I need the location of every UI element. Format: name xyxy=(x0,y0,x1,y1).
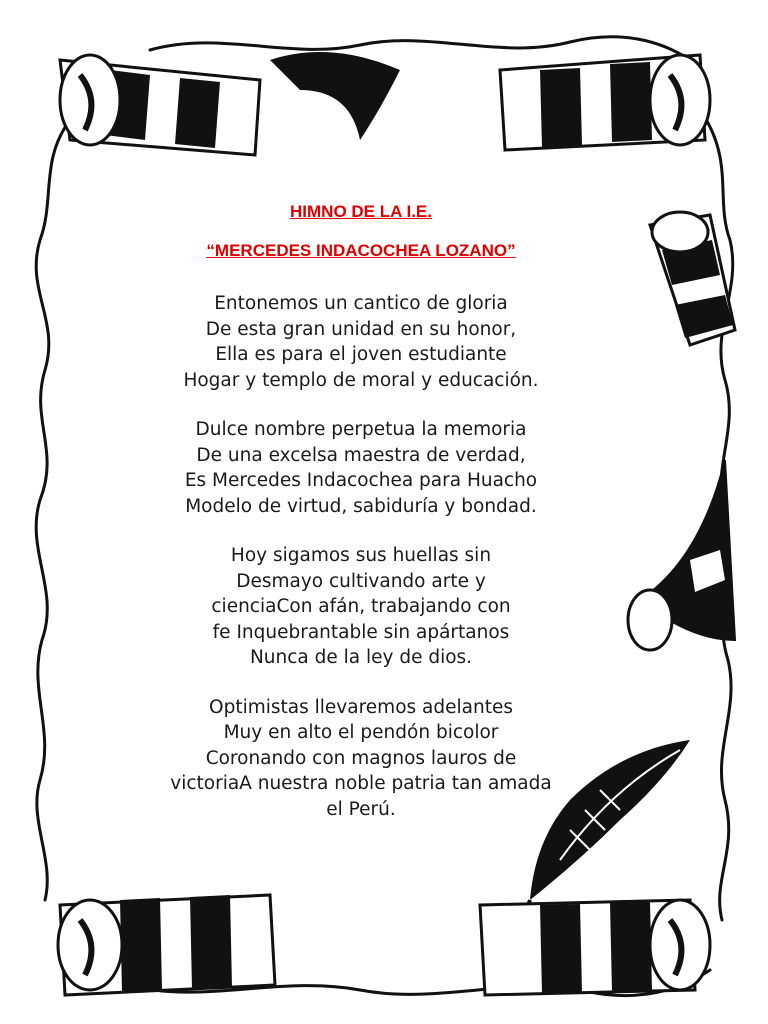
scroll-right-upper xyxy=(650,212,735,345)
stanza-1 xyxy=(130,291,592,393)
verse-line: Nunca de la ley de dios. xyxy=(249,647,473,668)
verse-line: Hogar y templo de moral y educación. xyxy=(183,369,539,391)
scroll-right-middle xyxy=(628,460,735,650)
verse-line: De una excelsa maestra de verdad, xyxy=(196,444,526,466)
verse-line: Optimistas llevaremos adelantes xyxy=(209,696,513,718)
verse-line: victoriaA nuestra noble patria tan amada xyxy=(170,773,552,794)
verse-line: Modelo de virtud, sabiduría y bondad. xyxy=(185,495,537,517)
verse-line: Muy en alto el pendón bicolor xyxy=(223,722,499,743)
verse-line: Coronando con magnos lauros de xyxy=(205,747,517,769)
stanza-2 xyxy=(130,417,592,519)
hymn-content xyxy=(130,200,592,822)
scroll-bottom-left xyxy=(58,895,275,995)
scroll-top-left xyxy=(60,52,400,155)
verse-line: Es Mercedes Indacochea para Huacho xyxy=(184,470,538,491)
stanza-3 xyxy=(130,543,592,671)
verse-line: el Perú. xyxy=(326,798,396,820)
frame-top-wave xyxy=(150,37,690,60)
verse-line: Ella es para el joven estudiante xyxy=(215,344,507,365)
verse-line: Hoy sigamos sus huellas sin xyxy=(230,545,492,566)
hymn-subtitle: “MERCEDES INDACOCHEA LOZANO” xyxy=(206,241,516,260)
verse-line: De esta gran unidad en su honor, xyxy=(205,318,517,340)
verse-line: Entonemos un cantico de gloria xyxy=(214,293,508,314)
verse-line: cienciaCon afán, trabajando con xyxy=(211,596,511,617)
verse-line: Dulce nombre perpetua la memoria xyxy=(195,419,527,440)
scroll-top-right xyxy=(500,55,710,150)
frame-left-wave xyxy=(36,120,70,900)
verse-line: fe Inquebrantable sin apártanos xyxy=(212,621,510,643)
stanza-4 xyxy=(130,695,592,823)
verse-line: Desmayo cultivando arte y xyxy=(236,570,486,592)
scroll-bottom-right xyxy=(480,900,710,995)
hymn-title: HIMNO DE LA I.E. xyxy=(290,202,432,221)
